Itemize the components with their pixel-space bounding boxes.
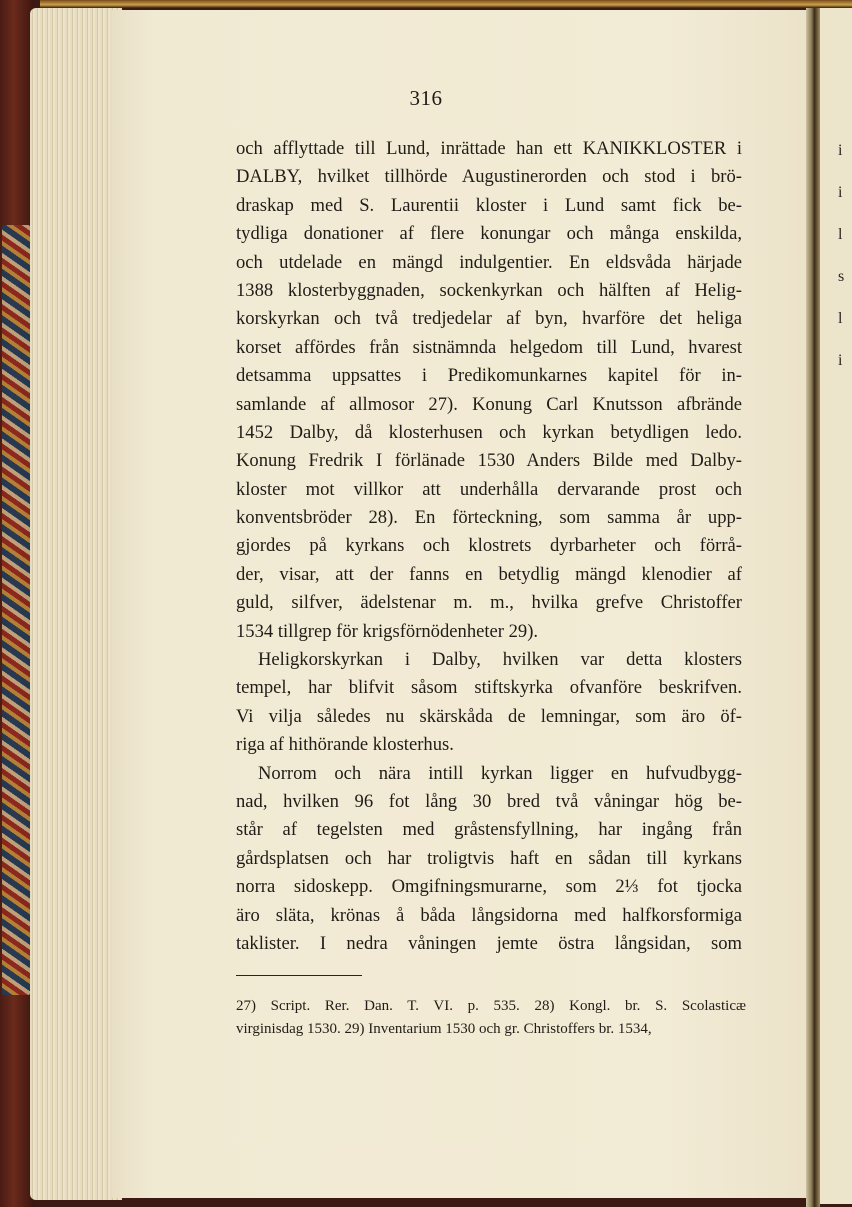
paragraph <box>236 135 742 646</box>
text-line: korskyrkan och två tredjedelar af byn, hvarföre det heliga <box>236 308 742 330</box>
page-number: 316 <box>409 86 443 110</box>
page-stack-edge <box>30 8 122 1200</box>
paragraph <box>236 760 742 959</box>
text-line: DALBY, hvilket tillhörde Augustinerorden och stod i brö- <box>236 166 742 188</box>
text-line: Norrom och nära intill kyrkan ligger en hufvudbygg- <box>258 762 742 784</box>
text-line: tempel, har blifvit såsom stiftskyrka ofvanföre beskrifven. <box>236 677 742 699</box>
edge-char: i <box>838 142 843 159</box>
edge-char: i <box>838 352 843 369</box>
paragraph <box>236 646 742 760</box>
top-gilt-edge <box>40 0 852 8</box>
text-line: Heligkorskyrkan i Dalby, hvilken var detta klosters <box>258 649 742 671</box>
edge-char: l <box>838 226 843 243</box>
text-line: tydliga donationer af flere konungar och många enskilda, <box>236 223 742 245</box>
footnote-divider <box>236 975 362 976</box>
footnote-line: virginisdag 1530. 29) Inventarium 1530 och gr. Christoffers br. 1534, <box>236 1021 652 1037</box>
text-line: 1534 tillgrep för krigsförnödenheter 29). <box>236 620 539 642</box>
text-line: der, visar, att der fanns en betydlig mängd klenodier af <box>236 563 742 585</box>
text-line: nad, hvilken 96 fot lång 30 bred två våningar hög be- <box>236 790 742 812</box>
text-line: Konung Fredrik I förlänade 1530 Anders Bilde med Dalby- <box>236 450 742 472</box>
text-line: draskap med S. Laurentii kloster i Lund samt fick be- <box>236 194 742 216</box>
edge-char: i <box>838 184 843 201</box>
text-line: kloster mot villkor att underhålla dervarande prost och <box>236 478 742 500</box>
text-line: och afflyttade till Lund, inrättade han ett KANIKKLOSTER i <box>236 138 742 159</box>
text-line: korset affördes från sistnämnda helgedom till Lund, hvarest <box>236 336 742 358</box>
facing-page-text-edge <box>838 130 852 382</box>
text-line: 1388 klosterbyggnaden, sockenkyrkan och hälften af Helig- <box>236 279 742 301</box>
text-line: äro släta, krönas å båda långsidorna med halfkorsformiga <box>236 904 742 926</box>
text-line: taklister. I nedra våningen jemte östra långsidan, som <box>236 932 742 954</box>
text-line: konventsbröder 28). En förteckning, som samma år upp- <box>236 507 742 529</box>
text-line: står af tegelsten med gråstensfyllning, har ingång från <box>236 819 742 841</box>
text-line: riga af hithörande klosterhus. <box>236 734 454 756</box>
text-line: samlande af allmosor 27). Konung Carl Knutsson afbrände <box>236 393 742 415</box>
marbled-edge <box>2 225 30 995</box>
footnotes <box>236 995 746 1041</box>
text-line: Vi vilja således nu skärskåda de lemningar, som äro öf- <box>236 705 742 727</box>
book-gutter <box>806 0 820 1207</box>
text-line: 1452 Dalby, då klosterhusen och kyrkan betydligen ledo. <box>236 421 742 443</box>
edge-char: l <box>838 310 843 327</box>
body-text <box>236 135 742 958</box>
footnote-line: 27) Script. Rer. Dan. T. VI. p. 535. 28) Kongl. br. S. Scolasticæ <box>236 998 746 1014</box>
text-line: guld, silfver, ädelstenar m. m., hvilka grefve Christoffer <box>236 592 742 614</box>
text-line: norra sidoskepp. Omgifningsmurarne, som 2⅓ fot tjocka <box>236 876 742 898</box>
text-line: gårdsplatsen och har troligtvis haft en sådan till kyrkans <box>236 847 742 869</box>
text-line: detsamma uppsattes i Predikomunkarnes kapitel för in- <box>236 365 742 387</box>
text-line: och utdelade en mängd indulgentier. En eldsvåda härjade <box>236 251 742 273</box>
text-line: gjordes på kyrkans och klostrets dyrbarheter och förrå- <box>236 535 742 557</box>
edge-char: s <box>838 268 845 285</box>
